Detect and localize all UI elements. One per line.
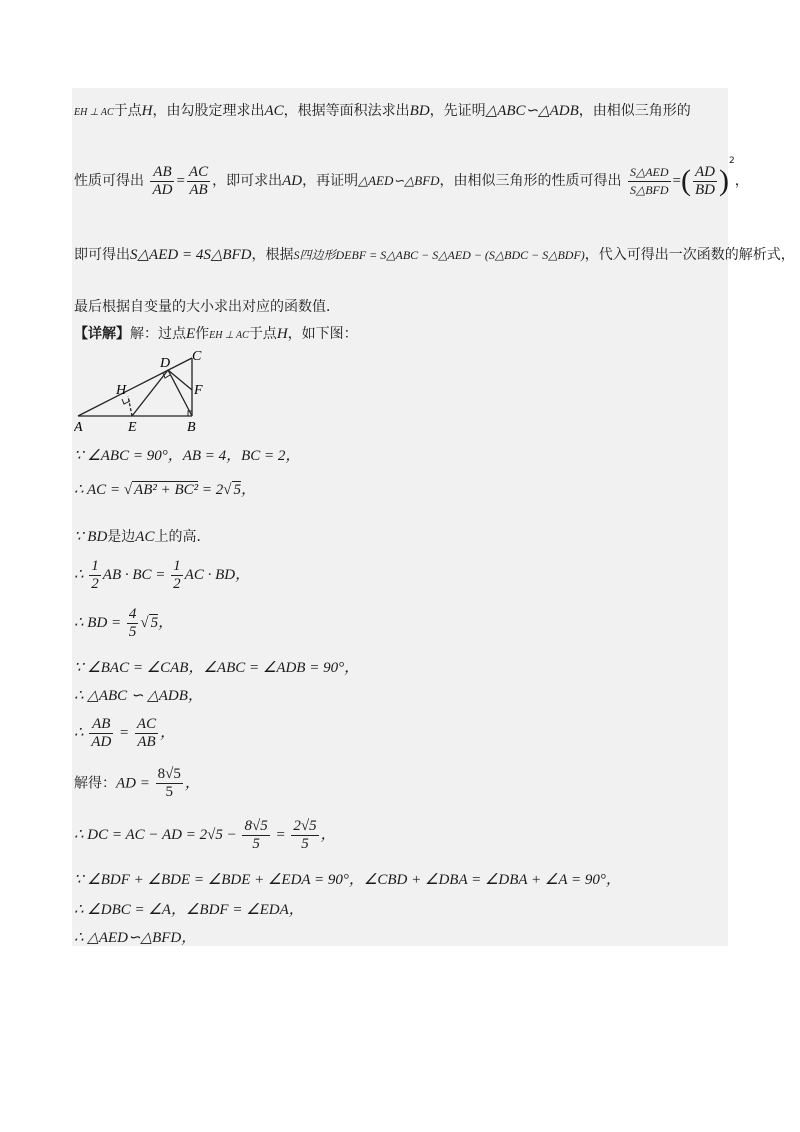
label-d: D — [160, 356, 171, 371]
segment-db — [168, 370, 192, 416]
label-h: H — [116, 383, 127, 398]
step-13: ∴ △AED∽△BFD， — [74, 930, 197, 946]
label-f: F — [194, 383, 203, 398]
label-c: C — [192, 349, 202, 364]
step-2: ∴ AC = √ AB² + BC² = 2√ 5， — [74, 482, 257, 498]
step-10: ∴ DC = AC − AD = 2√5 − $\frac{8√5}{5}$ = $\frac{2√5}{5}$ ， — [74, 818, 336, 852]
detail-heading-line: 【详解】解：过点E作EH ⊥ AC于点H，如下图： — [74, 326, 358, 342]
step-11: ∵ ∠BDF + ∠BDE = ∠BDE + ∠EDA = 90°，∠CBD + ∠DBA = ∠DBA + ∠A = 90°， — [74, 872, 621, 888]
fraction-ac-ab: $\frac{AC}{AB}$ — [188, 163, 209, 198]
step-7: ∴ △ABC ∽ △ADB， — [74, 688, 203, 704]
fraction-area-ratio: $\frac{\text{S△AED}}{\text{S△BFD}}$ — [629, 164, 669, 197]
geometry-figure — [74, 348, 214, 436]
label-a: A — [74, 420, 83, 435]
step-3: ∵ BD是边AC上的高． — [74, 529, 211, 545]
fraction-ab-ad: $\frac{AB}{AD}$ — [152, 163, 173, 198]
analysis-line-3: 即可得出S△AED = 4S△BFD，根据S四边形DEBF = S△ABC − S△AED − (S△BDC − S△BDF)，代入可得出一次函数的解析式， — [74, 247, 795, 263]
step-12: ∴ ∠DBC = ∠A，∠BDF = ∠EDA， — [74, 902, 304, 918]
segment-df — [168, 370, 192, 390]
step-6: ∵ ∠BAC = ∠CAB，∠ABC = ∠ADB = 90°， — [74, 660, 360, 676]
step-9: 解得：AD = $\frac{8√5}{5}$ ， — [74, 766, 200, 800]
fraction-ad-bd: $\frac{AD}{BD}$ — [695, 163, 716, 198]
analysis-line-1: EH ⊥ AC于点H，由勾股定理求出AC，根据等面积法求出BD，先证明△ABC∽△ADB，由相似三角形的 — [74, 103, 691, 119]
label-e: E — [128, 420, 137, 435]
step-5: ∴ BD = $\frac{4}{5}$ √ 5， — [74, 606, 174, 640]
analysis-line-4: 最后根据自变量的大小求出对应的函数值． — [74, 299, 340, 315]
step-8: ∴ $\frac{AB}{AD}$ = $\frac{AC}{AB}$ ， — [74, 716, 176, 750]
label-b: B — [187, 420, 196, 435]
step-1: ∵ ∠ABC = 90°，AB = 4，BC = 2， — [74, 448, 301, 464]
segment-de — [132, 370, 168, 416]
segment-eh — [128, 396, 132, 416]
segment-ac — [78, 358, 192, 416]
analysis-line-2: 性质可得出 $\frac{AB}{AD}$ = $\frac{AC}{AB}$ ，即可求出AD，再证明△AED∽△BFD，由相似三角形的性质可得出 $\frac{\text{S△AED}}{\text{S△BFD}}$ =( $\frac{AD}{BD}$ )$^2$， — [74, 156, 749, 198]
step-4: ∴ $\frac{1}{2}$ AB · BC = $\frac{1}{2}$ AC · BD， — [74, 558, 251, 592]
